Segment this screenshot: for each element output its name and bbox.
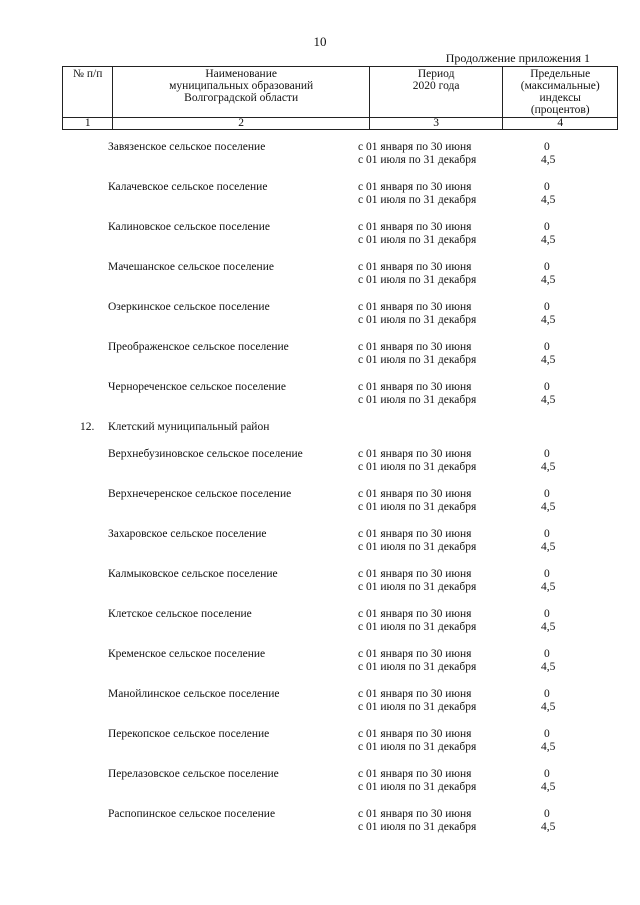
index-second-half: 4,5: [541, 581, 556, 593]
table-row: [0, 727, 640, 767]
header-index-col: Предельные (максимальные) индексы (процентов): [503, 67, 618, 118]
settlement-name: Распопинское сельское поселение: [108, 808, 276, 820]
table-row: [0, 527, 640, 567]
period-second-half: с 01 июля по 31 декабря: [358, 154, 477, 166]
period-second-half: с 01 июля по 31 декабря: [358, 501, 477, 513]
continuation-label: Продолжение приложения 1: [445, 51, 590, 65]
index-first-half: 0: [544, 728, 550, 740]
index-first-half: 0: [544, 221, 550, 233]
period-second-half: с 01 июля по 31 декабря: [358, 541, 477, 553]
index-first-half: 0: [544, 301, 550, 313]
index-second-half: 4,5: [541, 354, 556, 366]
table-row: [0, 567, 640, 607]
settlement-name: Кременское сельское поселение: [108, 648, 266, 660]
table-row: [0, 140, 640, 180]
page-number: 10: [313, 34, 327, 49]
header-name-col: Наименование муниципальных образований Волгоградской области: [113, 67, 369, 118]
settlement-name: Калмыковское сельское поселение: [108, 568, 278, 580]
period-first-half: с 01 января по 30 июня: [358, 448, 472, 460]
settlement-name: Верхнечеренское сельское поселение: [108, 488, 292, 500]
period-first-half: с 01 января по 30 июня: [358, 381, 472, 393]
period-second-half: с 01 июля по 31 декабря: [358, 394, 477, 406]
period-first-half: с 01 января по 30 июня: [358, 688, 472, 700]
header-number-col: № п/п: [63, 67, 113, 118]
table-row: [0, 220, 640, 260]
settlement-name: Верхнебузиновское сельское поселение: [108, 448, 303, 460]
settlement-name: Перекопское сельское поселение: [108, 728, 270, 740]
index-first-half: 0: [544, 181, 550, 193]
header-period-col: Период 2020 года: [369, 67, 503, 118]
index-second-half: 4,5: [541, 541, 556, 553]
period-first-half: с 01 января по 30 июня: [358, 261, 472, 273]
index-second-half: 4,5: [541, 621, 556, 633]
index-second-half: 4,5: [541, 314, 556, 326]
table-row: [0, 487, 640, 527]
index-second-half: 4,5: [541, 234, 556, 246]
table-row: [0, 340, 640, 380]
table-row: [0, 647, 640, 687]
period-second-half: с 01 июля по 31 декабря: [358, 661, 477, 673]
table-row: [0, 447, 640, 487]
column-number-row: [63, 118, 618, 130]
index-first-half: 0: [544, 141, 550, 153]
index-second-half: 4,5: [541, 821, 556, 833]
index-second-half: 4,5: [541, 154, 556, 166]
index-first-half: 0: [544, 488, 550, 500]
settlement-name: Манойлинское сельское поселение: [108, 688, 280, 700]
period-second-half: с 01 июля по 31 декабря: [358, 741, 477, 753]
settlement-name: Мачешанское сельское поселение: [108, 261, 274, 273]
index-first-half: 0: [544, 648, 550, 660]
period-first-half: с 01 января по 30 июня: [358, 648, 472, 660]
period-first-half: с 01 января по 30 июня: [358, 221, 472, 233]
period-second-half: с 01 июля по 31 декабря: [358, 581, 477, 593]
index-second-half: 4,5: [541, 701, 556, 713]
period-second-half: с 01 июля по 31 декабря: [358, 314, 477, 326]
settlement-name: Озеркинское сельское поселение: [108, 301, 270, 313]
table-row: [0, 300, 640, 340]
settlement-name: Чернореченское сельское поселение: [108, 381, 286, 393]
index-second-half: 4,5: [541, 781, 556, 793]
settlement-name: Клетское сельское поселение: [108, 608, 252, 620]
period-second-half: с 01 июля по 31 декабря: [358, 274, 477, 286]
index-second-half: 4,5: [541, 661, 556, 673]
table-row: [0, 260, 640, 300]
period-second-half: с 01 июля по 31 декабря: [358, 234, 477, 246]
settlement-name: Захаровское сельское поселение: [108, 528, 267, 540]
period-first-half: с 01 января по 30 июня: [358, 608, 472, 620]
index-second-half: 4,5: [541, 461, 556, 473]
index-second-half: 4,5: [541, 501, 556, 513]
settlement-name: Калиновское сельское поселение: [108, 221, 270, 233]
col-num: 3: [369, 118, 503, 130]
period-second-half: с 01 июля по 31 декабря: [358, 461, 477, 473]
table-row: [0, 767, 640, 807]
index-first-half: 0: [544, 768, 550, 780]
index-second-half: 4,5: [541, 194, 556, 206]
table-row: [0, 607, 640, 647]
period-second-half: с 01 июля по 31 декабря: [358, 781, 477, 793]
district-name: Клетский муниципальный район: [108, 421, 270, 433]
settlement-name: Перелазовское сельское поселение: [108, 768, 279, 780]
table-row: [0, 807, 640, 847]
index-first-half: 0: [544, 341, 550, 353]
period-second-half: с 01 июля по 31 декабря: [358, 354, 477, 366]
index-second-half: 4,5: [541, 741, 556, 753]
settlement-name: Калачевское сельское поселение: [108, 181, 268, 193]
period-second-half: с 01 июля по 31 декабря: [358, 821, 477, 833]
period-second-half: с 01 июля по 31 декабря: [358, 194, 477, 206]
period-first-half: с 01 января по 30 июня: [358, 768, 472, 780]
index-first-half: 0: [544, 688, 550, 700]
col-num: 1: [63, 118, 113, 130]
index-first-half: 0: [544, 261, 550, 273]
district-row: [0, 420, 640, 447]
index-first-half: 0: [544, 568, 550, 580]
period-first-half: с 01 января по 30 июня: [358, 808, 472, 820]
index-first-half: 0: [544, 448, 550, 460]
period-first-half: с 01 января по 30 июня: [358, 141, 472, 153]
period-first-half: с 01 января по 30 июня: [358, 301, 472, 313]
district-number: 12.: [80, 421, 95, 433]
period-second-half: с 01 июля по 31 декабря: [358, 621, 477, 633]
table-header: [62, 66, 618, 130]
index-first-half: 0: [544, 808, 550, 820]
index-second-half: 4,5: [541, 394, 556, 406]
period-first-half: с 01 января по 30 июня: [358, 181, 472, 193]
table-row: [0, 180, 640, 220]
col-num: 4: [503, 118, 618, 130]
period-first-half: с 01 января по 30 июня: [358, 341, 472, 353]
period-first-half: с 01 января по 30 июня: [358, 568, 472, 580]
table-row: [0, 687, 640, 727]
settlement-name: Преображенское сельское поселение: [108, 341, 289, 353]
period-first-half: с 01 января по 30 июня: [358, 488, 472, 500]
period-first-half: с 01 января по 30 июня: [358, 728, 472, 740]
settlement-name: Завязенское сельское поселение: [108, 141, 266, 153]
index-first-half: 0: [544, 608, 550, 620]
table-body: [0, 140, 640, 847]
period-second-half: с 01 июля по 31 декабря: [358, 701, 477, 713]
period-first-half: с 01 января по 30 июня: [358, 528, 472, 540]
col-num: 2: [113, 118, 369, 130]
index-second-half: 4,5: [541, 274, 556, 286]
index-first-half: 0: [544, 381, 550, 393]
table-row: [0, 380, 640, 420]
index-first-half: 0: [544, 528, 550, 540]
